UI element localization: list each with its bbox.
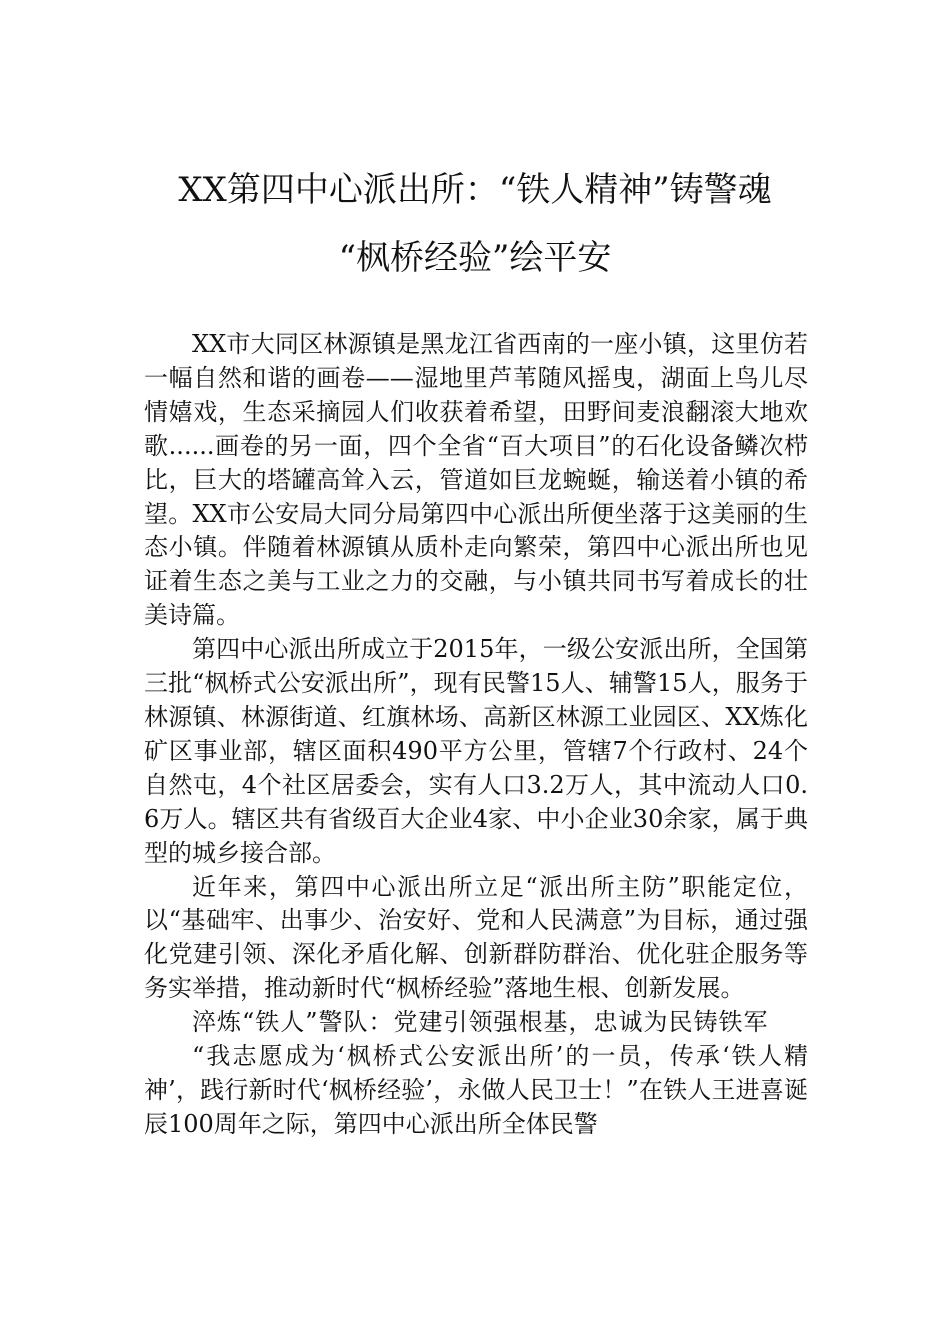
document-title-line-2: “枫桥经验”绘平安 (338, 238, 612, 278)
paragraph-intro: XX市大同区林源镇是黑龙江省西南的一座小镇，这里仿若一幅自然和谐的画卷——湿地里芦苇随风摇曳，湖面上鸟儿尽情嬉戏，生态采摘园人们收获着希望，田野间麦浪翻滚大地欢歌......画卷的另一面，四个全省“百大项目”的石化设备鳞次栉比，巨大的塔罐高耸入云，管道如巨龙蜿蜒，输送着小镇的希望。XX市公安局大同分局第四中心派出所便坐落于这美丽的生态小镇。伴随着林源镇从质朴走向繁荣，第四中心派出所也见证着生态之美与工业之力的交融，与小镇共同书写着成长的壮美诗篇。 (144, 330, 808, 630)
document-title-line-1: XX第四中心派出所：“铁人精神”铸警魂 (178, 170, 772, 210)
paragraph-station-profile: 第四中心派出所成立于2015年，一级公安派出所，全国第三批“枫桥式公安派出所”，现有民警15人、辅警15人，服务于林源镇、林源街道、红旗林场、高新区林源工业园区、XX炼化矿区事业部，辖区面积490平方公里，管辖7个行政村、24个自然屯，4个社区居委会，实有人口3.2万人，其中流动人口0.6万人。辖区共有省级百大企业4家、中小企业30余家，属于典型的城乡接合部。 (144, 635, 808, 867)
section-heading: 淬炼“铁人”警队：党建引领强根基，忠诚为民铸铁军 (192, 1008, 769, 1037)
paragraph-recent-years: 近年来，第四中心派出所立足“派出所主防”职能定位，以“基础牢、出事少、治安好、党和人民满意”为目标，通过强化党建引领、深化矛盾化解、创新群防群治、优化驻企服务等务实举措，推动新时代“枫桥经验”落地生根、创新发展。 (144, 872, 808, 1003)
paragraph-oath: “我志愿成为‘枫桥式公安派出所’的一员，传承‘铁人精神’，践行新时代‘枫桥经验’，永做人民卫士！”在铁人王进喜诞辰100周年之际，第四中心派出所全体民警 (144, 1042, 808, 1138)
document-body (144, 328, 808, 1142)
